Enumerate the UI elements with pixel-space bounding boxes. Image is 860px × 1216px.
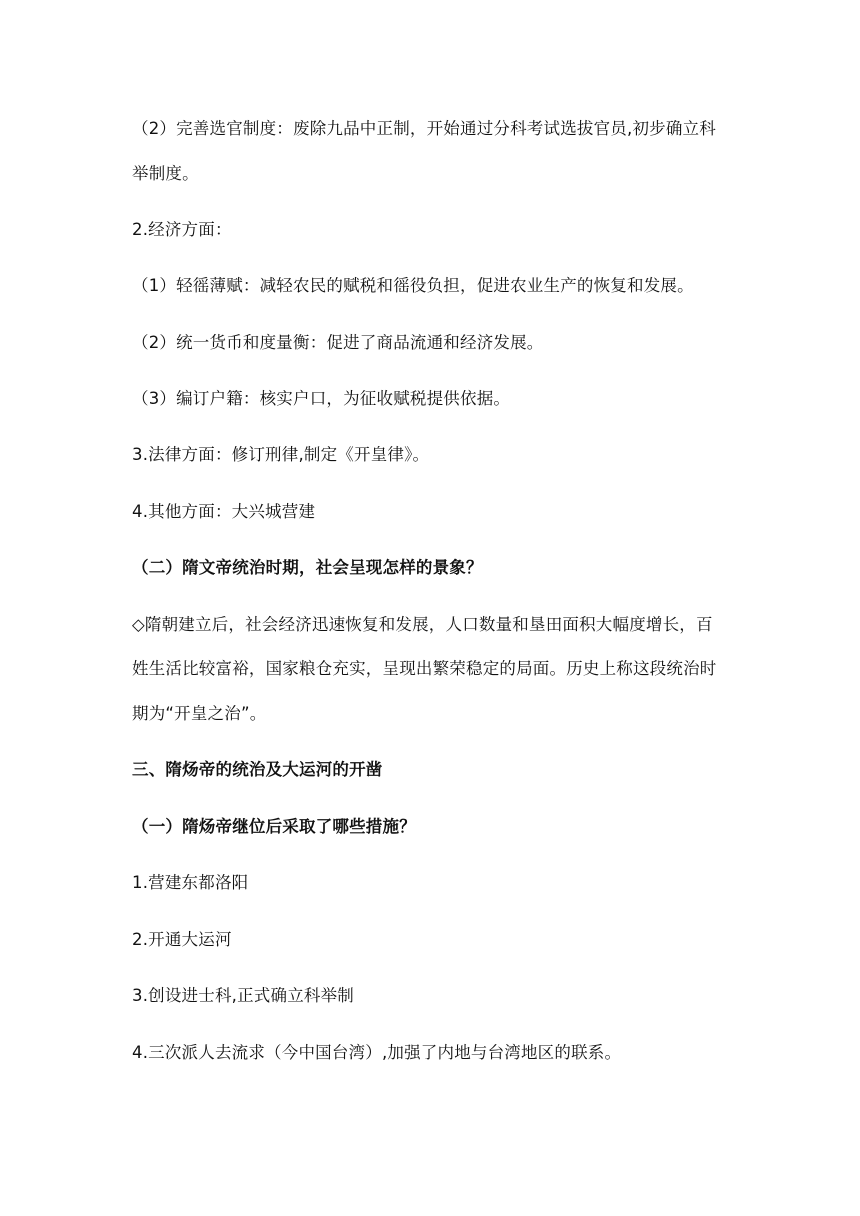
text-line-unify-currency: （2）统一货币和度量衡：促进了商品流通和经济发展。 xyxy=(132,333,544,352)
text-line-jinshi: 3.创设进士科,正式确立科举制 xyxy=(132,986,354,1005)
section-heading-kaihuang: （二）隋文帝统治时期，社会呈现怎样的景象？ xyxy=(132,558,483,577)
text-line-paragraph-1: ◇隋朝建立后，社会经济迅速恢复和发展，人口数量和垦田面积大幅度增长，百 xyxy=(132,615,713,634)
text-line-paragraph-2: 姓生活比较富裕，国家粮仓充实，呈现出繁荣稳定的局面。历史上称这段统治时 xyxy=(132,659,717,678)
text-line-other: 4.其他方面：大兴城营建 xyxy=(132,502,316,521)
section-heading-yangdi: 三、隋炀帝的统治及大运河的开凿 xyxy=(132,760,383,779)
text-line-law: 3.法律方面：修订刑律,制定《开皇律》。 xyxy=(132,445,430,464)
text-line-selection-system: （2）完善选官制度：废除九品中正制，开始通过分科考试选拔官员,初步确立科 xyxy=(132,119,716,138)
text-line-continuation: 举制度。 xyxy=(132,164,199,183)
text-line-paragraph-3: 期为“开皇之治”。 xyxy=(132,704,267,723)
section-heading-measures: （一）隋炀帝继位后采取了哪些措施？ xyxy=(132,817,416,836)
text-line-liuqiu: 4.三次派人去流求（今中国台湾）,加强了内地与台湾地区的联系。 xyxy=(132,1043,622,1062)
text-line-luoyang: 1.营建东都洛阳 xyxy=(132,873,249,892)
text-line-household-registry: （3）编订户籍：核实户口，为征收赋税提供依据。 xyxy=(132,389,511,408)
text-line-economy-heading: 2.经济方面： xyxy=(132,220,232,239)
text-line-grand-canal: 2.开通大运河 xyxy=(132,930,232,949)
text-line-light-taxes: （1）轻徭薄赋：减轻农民的赋税和徭役负担，促进农业生产的恢复和发展。 xyxy=(132,276,694,295)
